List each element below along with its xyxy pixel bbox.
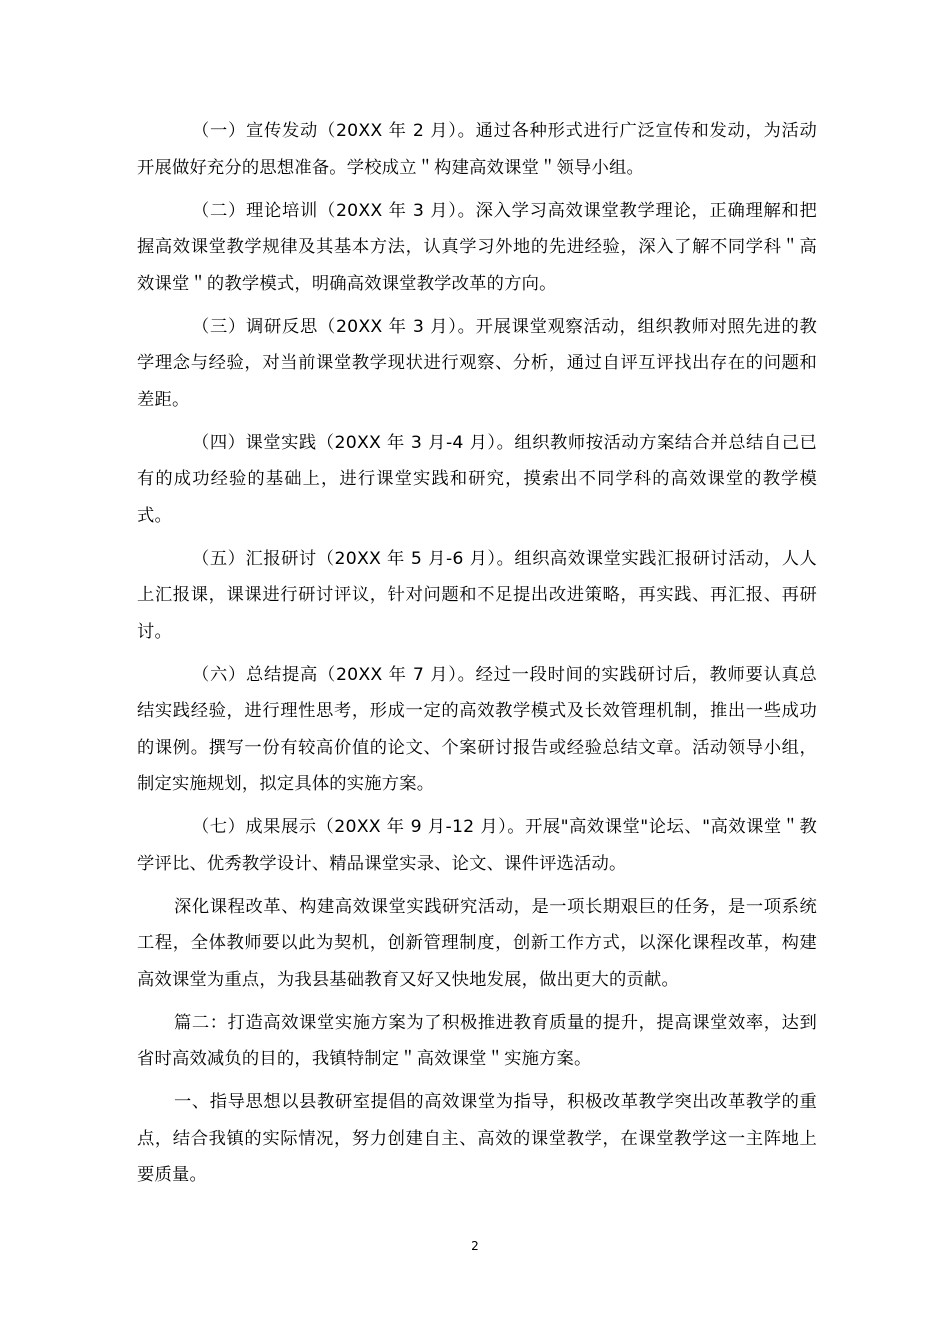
paragraph-stage-3: （三）调研反思（20XX 年 3 月）。开展课堂观察活动，组织教师对照先进的教学理念与经验，对当前课堂教学现状进行观察、分析，通过自评互评找出存在的问题和差距。: [137, 316, 817, 410]
paragraph-stage-6: （六）总结提高（20XX 年 7 月）。经过一段时间的实践研讨后，教师要认真总结实践经验，进行理性思考，形成一定的高效教学模式及长效管理机制，推出一些成功的课例。撰写一份有较高价值的论文、个案研讨报告或经验总结文章。活动领导小组，制定实施规划，拟定具体的实施方案。: [137, 664, 817, 794]
paragraph-stage-1: （一）宣传发动（20XX 年 2 月）。通过各种形式进行广泛宣传和发动，为活动开展做好充分的思想准备。学校成立＂构建高效课堂＂领导小组。: [137, 121, 817, 178]
paragraph-stage-5: （五）汇报研讨（20XX 年 5 月-6 月）。组织高效课堂实践汇报研讨活动，人人上汇报课，课课进行研讨评议，针对问题和不足提出改进策略，再实践、再汇报、再研讨。: [137, 548, 817, 642]
paragraph-stage-4: （四）课堂实践（20XX 年 3 月-4 月）。组织教师按活动方案结合并总结自己已有的成功经验的基础上，进行课堂实践和研究，摸索出不同学科的高效课堂的教学模式。: [137, 432, 817, 526]
paragraph-stage-2: （二）理论培训（20XX 年 3 月）。深入学习高效课堂教学理论，正确理解和把握高效课堂教学规律及其基本方法，认真学习外地的先进经验，深入了解不同学科＂高效课堂＂的教学模式，明确高效课堂教学改革的方向。: [137, 200, 817, 294]
paragraph-conclusion: 深化课程改革、构建高效课堂实践研究活动，是一项长期艰巨的任务，是一项系统工程，全体教师要以此为契机，创新管理制度，创新工作方式，以深化课程改革，构建高效课堂为重点，为我县基础教育又好又快地发展，做出更大的贡献。: [137, 896, 817, 990]
document-body: [137, 113, 817, 1200]
paragraph-part-two-intro: 篇二：打造高效课堂实施方案为了积极推进教育质量的提升，提高课堂效率，达到省时高效减负的目的，我镇特制定＂高效课堂＂实施方案。: [137, 1012, 817, 1069]
page-number: 2: [471, 1239, 479, 1253]
paragraph-stage-7: （七）成果展示（20XX 年 9 月-12 月）。开展"高效课堂"论坛、"高效课堂＂教学评比、优秀教学设计、精品课堂实录、论文、课件评选活动。: [137, 817, 817, 874]
paragraph-guiding-idea: 一、指导思想以县教研室提倡的高效课堂为指导，积极改革教学突出改革教学的重点，结合我镇的实际情况，努力创建自主、高效的课堂教学，在课堂教学这一主阵地上要质量。: [137, 1092, 817, 1185]
